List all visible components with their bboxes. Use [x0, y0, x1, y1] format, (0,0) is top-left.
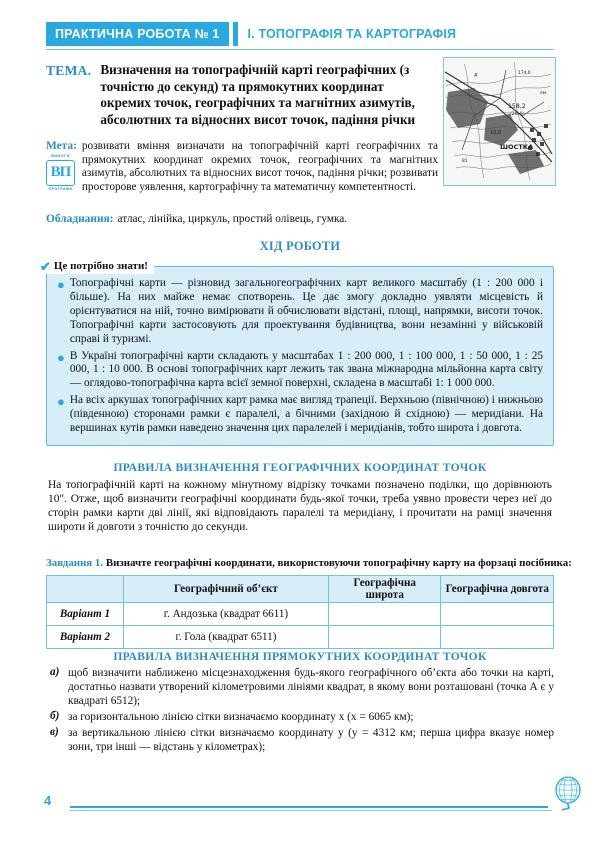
row-variant-label: Варіант 2 [47, 626, 124, 649]
svg-text:(26,4): (26,4) [510, 112, 524, 117]
list-item [50, 710, 554, 724]
badge-top-label: ВИМОГИ [51, 154, 70, 158]
svg-text:81: 81 [462, 159, 468, 164]
bullet-icon: ● [57, 349, 65, 365]
list-item [50, 726, 554, 754]
svg-text:ШОСТКА: ШОСТКА [500, 143, 534, 151]
list-item-text: щоб визначити наближено місцезнаходження будь-якого географічного об’єкта або точки на карті, достатньо назвати утворений кілометровими лініями квадрат, в якому вони розташовані (точка А є у квадраті 6512); [68, 667, 554, 707]
footer-rule-primary [70, 806, 548, 808]
row-longitude-field[interactable] [441, 626, 554, 649]
equipment-block [46, 213, 466, 225]
table-header-blank [47, 576, 124, 603]
equipment-text: атлас, лінійка, циркуль, простий олівець, гумка. [117, 213, 348, 225]
check-icon: ✔ [40, 258, 51, 274]
task-1-label: Завдання 1. [46, 557, 104, 569]
theme-label: ТЕМА. [46, 63, 92, 78]
row-object-name: г. Гола (квадрат 6511) [123, 626, 328, 649]
table-row [47, 626, 554, 649]
svg-text:174,0: 174,0 [518, 71, 531, 76]
row-object-name: г. Андозька (квадрат 6611) [123, 603, 328, 626]
list-marker: в) [50, 726, 59, 738]
section-heading-rect-rules: ПРАВИЛА ВИЗНАЧЕННЯ ПРЯМОКУТНИХ КООРДИНАТ ТОЧОК [113, 650, 487, 663]
section-heading-workflow: ХІД РОБОТИ [259, 239, 341, 253]
need-to-know-box [46, 266, 554, 446]
svg-text:д: д [474, 72, 478, 78]
running-head-rule [46, 49, 554, 50]
program-requirements-badge [44, 154, 77, 194]
list-item-text: В Україні топографічні карти складають у масштабах 1 : 200 000, 1 : 100 000, 1 : 50 000, 1 : 25 000, 1 : 10 000. В основі топографічних карт лежить так звана міжнародна мільйонна карта світу — оглядово-топографічна карта всієї земної поверхні, складена в масштабі 1: 1 000 000. [69, 349, 543, 390]
list-item [57, 277, 543, 347]
footer-rule-secondary [70, 810, 552, 811]
practical-work-badge: ПРАКТИЧНА РОБОТА № 1 [46, 22, 229, 46]
bullet-icon: ● [57, 394, 65, 410]
topographic-map-thumbnail [443, 57, 556, 186]
row-latitude-field[interactable] [328, 603, 441, 626]
need-to-know-list [47, 277, 555, 439]
map-illustration [444, 58, 553, 183]
coordinates-table [46, 575, 554, 649]
goal-block [46, 140, 438, 194]
table-header-row [47, 576, 554, 603]
table-row [47, 603, 554, 626]
table-header-longitude: Географічна довгота [441, 576, 554, 603]
list-item-text: за горизонтальною лінією сітки визначаємо координату x (x = 6065 км); [68, 711, 414, 723]
list-item [50, 666, 554, 708]
theme-block [46, 62, 436, 128]
chapter-title: I. ТОПОГРАФІЯ ТА КАРТОГРАФІЯ [247, 27, 457, 41]
list-item [57, 394, 543, 436]
row-variant-label: Варіант 1 [47, 603, 124, 626]
globe-icon [552, 776, 586, 812]
row-longitude-field[interactable] [441, 603, 554, 626]
svg-text:10,0: 10,0 [490, 130, 502, 136]
rect-rules-list [50, 666, 554, 756]
badge-bottom-label: ПРОГРАМИ [48, 187, 73, 191]
equipment-label: Обладнання: [46, 213, 114, 225]
row-latitude-field[interactable] [328, 626, 441, 649]
list-item-text: за вертикальною лінією сітки визначаємо координату y (y = 4312 км; перша цифра вказує номер зони, три інші — відстань у кілометрах); [68, 727, 554, 753]
bullet-icon: ● [57, 277, 65, 292]
task-1-text: Визначте географічні координати, використовуючи топографічну карту на форзаці посібника: [103, 557, 572, 569]
need-to-know-legend [38, 258, 154, 274]
badge-monogram: ВП [46, 160, 75, 186]
goal-label: Мета: [46, 140, 77, 152]
theme-text: Визначення на топографічній карті географічних (з точністю до секунд) та прямокутних координат окремих точок, географічних та магнітних азимутів, абсолютних та відносних висот точок, падіння річки [100, 62, 416, 127]
need-to-know-legend-text: Це потрібно знати! [53, 260, 148, 272]
task-1-heading [46, 557, 572, 569]
running-head [46, 22, 554, 46]
table-header-object: Географічний об’єкт [123, 576, 328, 603]
svg-text:ом.: ом. [540, 91, 548, 96]
list-marker: б) [50, 710, 60, 722]
list-item-text: На всіх аркушах топографічних карт рамка має вигляд трапеції. Верхньою (північною) і нижньою (південною) сторонами рамки є паралелі, а бічними (західною й східною) — меридіани. На вершинах кутів рамки наведено значення цих паралелей і меридіанів, тобто широта і довгота. [69, 394, 543, 435]
list-item-text: Топографічні карти — різновид загальногеографічних карт великого масштабу (1 : 200 000 і більше). На них майже немає спотворень. Це дає змогу докладно уявляти місцевість й орієнтуватися на ній, точно вимірювати й обчислювати відстані, площі, напрямки, висоти точок. Топографічні карти застосовують для проектування будівництва, вони незамінні у військовій справі й туризмі. [69, 277, 543, 345]
list-item [57, 350, 543, 392]
section-heading-geo-rules: ПРАВИЛА ВИЗНАЧЕННЯ ГЕОГРАФІЧНИХ КООРДИНАТ ТОЧОК [113, 461, 487, 474]
page-number: 4 [44, 793, 52, 808]
svg-text:158,2: 158,2 [508, 103, 526, 110]
table-header-latitude: Географічна широта [328, 576, 441, 603]
geo-rules-paragraph: На топографічній карті на кожному мінутному відрізку точками позначено поділки, що дорівнюють 10″. Отже, щоб визначити географічні координати будь-якої точки, треба уявно провести через неї до сторін рамки карти дві лінії, які відповідають паралелі та меридіану, і прочитати на рамці значення широти й довготи з точністю до секунди. [48, 479, 552, 534]
list-marker: а) [50, 666, 60, 678]
goal-text: розвивати вміння визначати на топографічній карті географічних та прямокутних координат окремих точок, географічних та магнітних азимутів, абсолютних та відносних висот точок, падіння річки; розвивати просторове уявлення, картографічну та математичну компетентності. [81, 140, 438, 193]
